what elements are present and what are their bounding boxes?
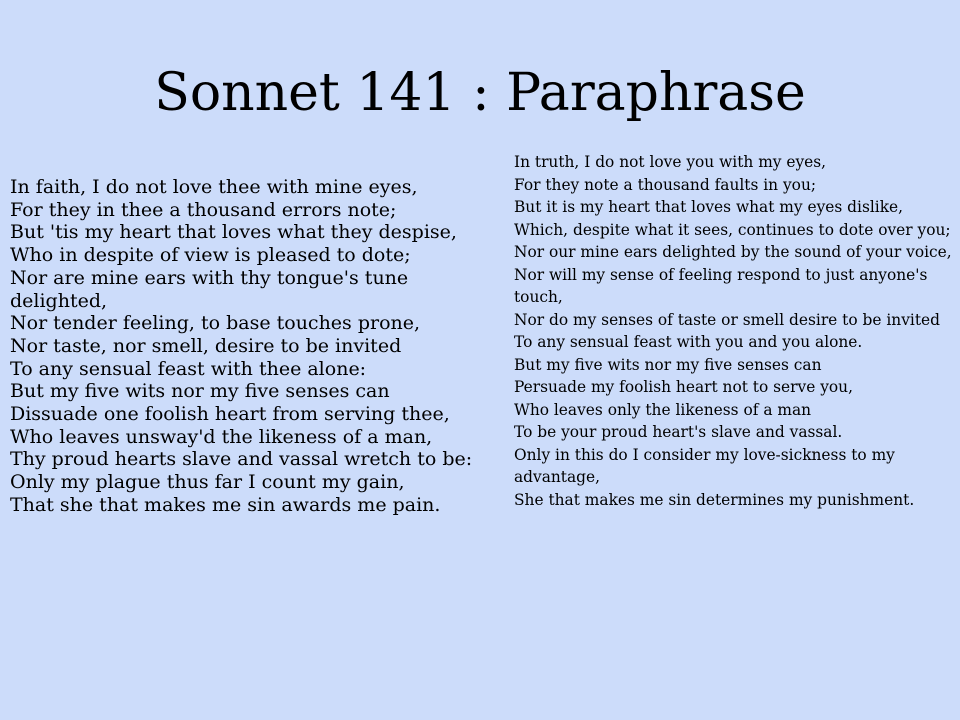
original-line: Dissuade one foolish heart from serving thee, (10, 403, 450, 426)
original-sonnet-text (10, 176, 500, 517)
original-line: Only my plague thus far I count my gain, (10, 471, 405, 494)
original-line: Who in despite of view is pleased to dote; (10, 244, 411, 267)
paraphrase-line: For they note a thousand faults in you; (514, 175, 817, 194)
original-line: Nor taste, nor smell, desire to be invited (10, 334, 402, 357)
paraphrase-line: Only in this do I consider my love-sickness to my advantage, (514, 445, 895, 486)
paraphrase-line: Which, despite what it sees, continues to dote over you; (514, 220, 951, 239)
slide-title: Sonnet 141 : Paraphrase (154, 63, 806, 123)
paraphrase-line: In truth, I do not love you with my eyes, (514, 153, 827, 171)
paraphrase-line: To be your proud heart's slave and vassal. (514, 423, 843, 441)
paraphrase-line: Nor do my senses of taste or smell desire to be invited (514, 310, 940, 329)
paraphrase-text (514, 151, 954, 511)
paraphrase-line: To any sensual feast with you and you alone. (514, 333, 863, 351)
original-line: That she that makes me sin awards me pain. (10, 493, 441, 516)
original-line: But 'tis my heart that loves what they despise, (10, 221, 457, 244)
paraphrase-line: Nor will my sense of feeling respond to just anyone's touch, (514, 265, 928, 306)
original-line: To any sensual feast with thee alone: (10, 357, 367, 380)
paraphrase-line: But my five wits nor my five senses can (514, 355, 822, 374)
original-line: Nor tender feeling, to base touches prone, (10, 312, 421, 335)
paraphrase-line: Who leaves only the likeness of a man (514, 400, 812, 419)
original-line: But my five wits nor my five senses can (10, 380, 390, 403)
original-line: In faith, I do not love thee with mine eyes, (10, 176, 418, 198)
paraphrase-line: Persuade my foolish heart not to serve you, (514, 378, 853, 396)
original-line: Thy proud hearts slave and vassal wretch to be: (10, 448, 473, 471)
paraphrase-line: She that makes me sin determines my punishment. (514, 490, 915, 509)
original-line: Who leaves unsway'd the likeness of a man, (10, 425, 433, 448)
paraphrase-line: But it is my heart that loves what my eyes dislike, (514, 198, 904, 216)
original-line: For they in thee a thousand errors note; (10, 198, 397, 221)
original-line: Nor are mine ears with thy tongue's tune delighted, (10, 266, 409, 312)
paraphrase-line: Nor our mine ears delighted by the sound of your voice, (514, 243, 952, 261)
